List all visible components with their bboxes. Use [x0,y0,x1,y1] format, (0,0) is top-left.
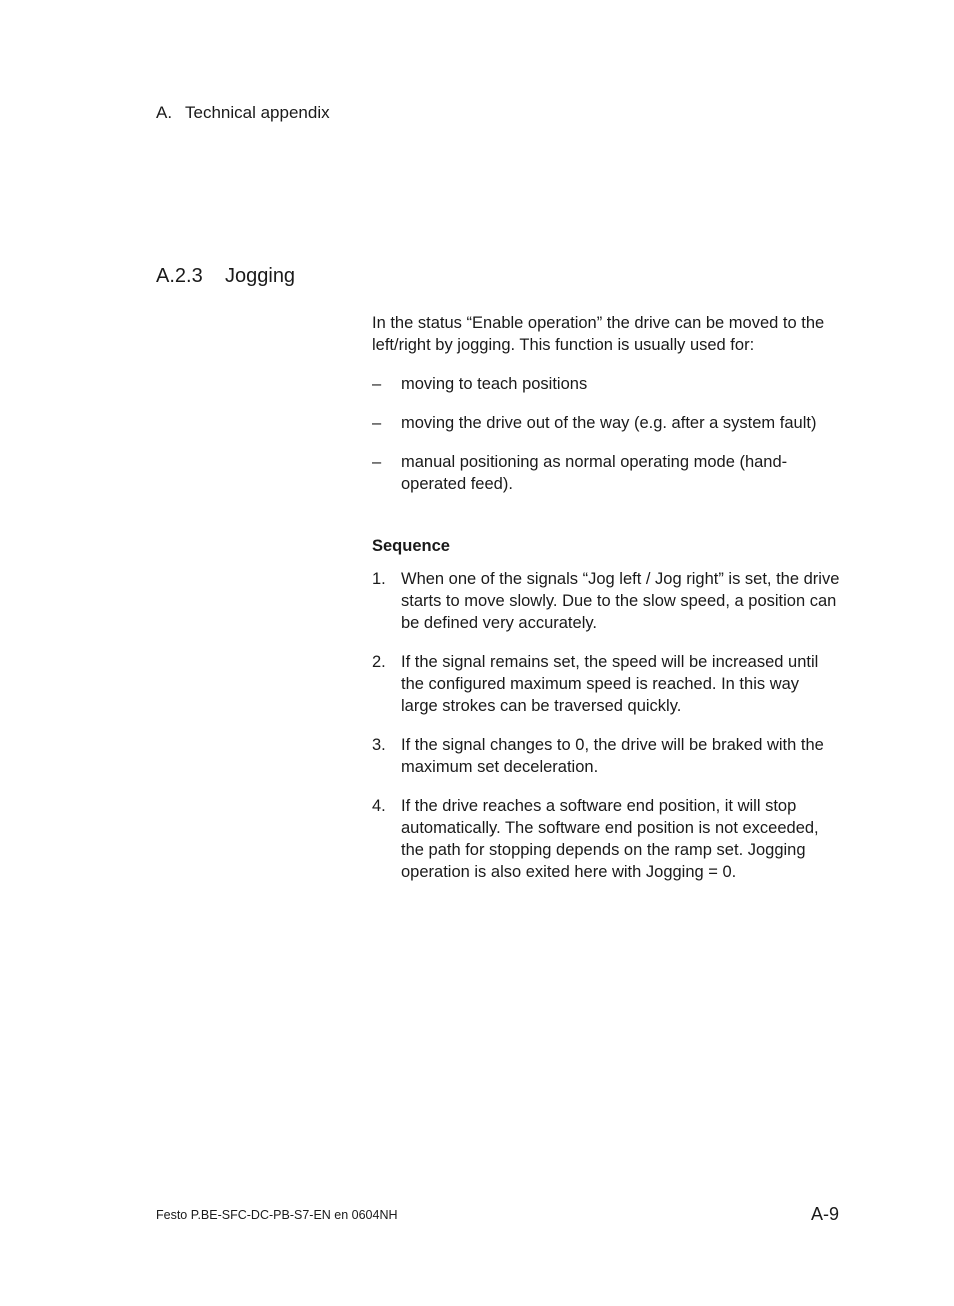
step-number: 2. [372,653,386,671]
sequence-heading: Sequence [372,537,450,555]
sequence-step [372,568,840,634]
intro-paragraph: In the status “Enable operation” the drive can be moved to the left/right by jogging. This function is usually used for: [372,314,825,354]
sequence-steps [372,568,840,883]
sequence-step [372,651,840,717]
chapter-title: Technical appendix [185,103,330,122]
section-heading [156,263,295,289]
uses-list [372,373,840,495]
list-item-text: moving the drive out of the way (e.g. after a system fault) [401,414,817,432]
list-item [372,373,840,395]
dash-marker: – [372,414,382,432]
section-body [372,312,840,900]
list-item [372,412,840,434]
list-item [372,451,840,495]
list-item-text: moving to teach positions [401,375,588,393]
step-number: 4. [372,797,386,815]
section-title: Jogging [225,265,296,287]
step-text: If the signal remains set, the speed will be increased until the configured maximum speed is reached. In this way large strokes can be traversed quickly. [401,653,819,715]
step-text: If the drive reaches a software end position, it will stop automatically. The software end position is not exceeded, the path for stopping depends on the ramp set. Jogging operation is also exited here with Jogging = 0. [401,797,819,881]
step-text: If the signal changes to 0, the drive will be braked with the maximum set deceleration. [401,736,824,776]
step-number: 1. [372,570,386,588]
running-header [156,102,330,124]
dash-marker: – [372,453,382,471]
dash-marker: – [372,375,382,393]
chapter-number: A. [156,103,173,122]
sequence-step [372,734,840,778]
step-text: When one of the signals “Jog left / Jog right” is set, the drive starts to move slowly. Due to the slow speed, a position can be defined very accurately. [401,570,840,632]
footer-document-id: Festo P.BE-SFC-DC-PB-S7-EN en 0604NH [156,1208,398,1222]
step-number: 3. [372,736,386,754]
footer-page-number: A-9 [810,1204,839,1224]
sequence-step [372,795,840,883]
list-item-text: manual positioning as normal operating mode (hand-operated feed). [401,453,788,493]
section-number: A.2.3 [156,265,203,287]
